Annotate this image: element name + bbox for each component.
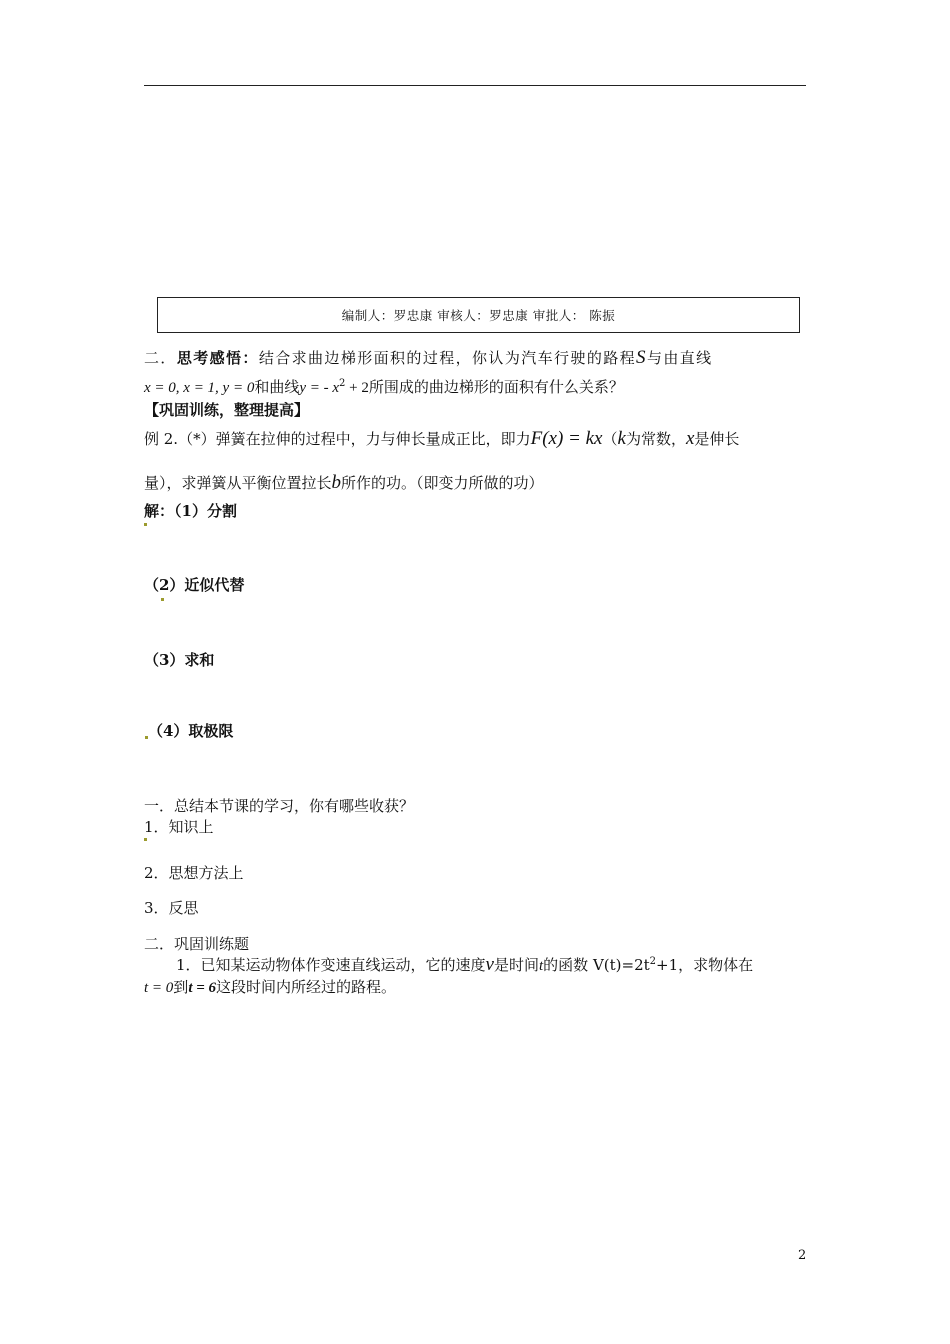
think-title: 思考感悟：	[176, 349, 259, 367]
var-x: x	[685, 428, 695, 449]
example-line-1	[144, 428, 739, 450]
marker-dot	[144, 523, 147, 526]
exercise-q1d: +1，求物体在	[656, 956, 754, 974]
think-text-1: 结合求曲边梯形面积的过程，你认为汽车行驶的路程	[258, 349, 637, 367]
example-line-2	[144, 472, 544, 494]
exercise-line-2	[144, 976, 396, 999]
summary-item-3: 3．反思	[144, 899, 199, 917]
example-line-2b: 所作的功。（即变力所做的功）	[341, 474, 544, 492]
var-k: k	[617, 428, 626, 449]
t-start: t = 0	[144, 980, 174, 996]
curve-formula: y = - x	[299, 380, 340, 396]
consolidate-heading: 【巩固训练，整理提高】	[144, 401, 310, 419]
solution-step-3: （3）求和	[144, 651, 215, 669]
curve-exponent: 2	[339, 378, 346, 389]
marker-dot	[161, 598, 164, 601]
var-s: S	[636, 347, 647, 368]
solution-step-2: （2）近似代替	[144, 576, 245, 594]
paren-open: （	[602, 430, 618, 448]
marker-dot	[144, 838, 147, 841]
exercise-q1c: 的函数 V(t)=2t	[543, 956, 650, 974]
example-label: 例 2.（*）弹簧在拉伸的过程中，力与伸长量成正比，即力	[144, 430, 531, 448]
example-line-2a: 量），求弹簧从平衡位置拉长	[144, 474, 332, 492]
think-text-4: 所围成的曲边梯形的面积有什么关系？	[368, 378, 624, 396]
line-conditions: x = 0, x = 1, y = 0	[144, 380, 255, 396]
exercise-q2a: 到	[173, 978, 189, 996]
velocity-exponent: 2	[649, 956, 657, 967]
curve-tail: + 2	[345, 380, 369, 396]
think-line-2	[144, 373, 624, 399]
marker-dot	[145, 736, 148, 739]
credits-box	[157, 297, 800, 333]
header-rule	[144, 85, 806, 86]
step-1-text: ：（1）分割	[159, 502, 237, 520]
exercise-q1b: 是时间	[493, 956, 539, 974]
text-x: 是伸长	[694, 430, 740, 448]
text-k: 为常数，	[625, 430, 686, 448]
force-formula: F(x) = kx	[530, 428, 603, 449]
exercise-line-1	[176, 951, 753, 977]
var-t: t	[539, 958, 544, 974]
summary-item-2: 2．思想方法上	[144, 864, 244, 882]
think-num: 二．	[144, 349, 177, 367]
think-text-2: 与由直线	[646, 349, 713, 367]
summary-item-1: 1．知识上	[144, 818, 214, 836]
exercise-q2b: 这段时间内所经过的路程。	[216, 978, 397, 996]
solution-step-1	[144, 500, 237, 522]
solution-label: 解	[144, 502, 160, 520]
var-v: v	[485, 954, 494, 975]
exercise-q1a: 1．已知某运动物体作变速直线运动，它的速度	[176, 956, 486, 974]
t-end: t = 6	[188, 980, 217, 996]
page-number: 2	[798, 1248, 807, 1263]
summary-title: 一．总结本节课的学习，你有哪些收获？	[144, 797, 415, 815]
solution-step-4: （4）取极限	[148, 722, 234, 740]
think-text-3: 和曲线	[254, 378, 300, 396]
exercise-title: 二．巩固训练题	[144, 935, 250, 953]
var-b: b	[331, 472, 342, 493]
think-line-1	[144, 347, 713, 369]
credits-text: 编制人：罗忠康 审核人：罗忠康 审批人： 陈振	[341, 308, 616, 323]
